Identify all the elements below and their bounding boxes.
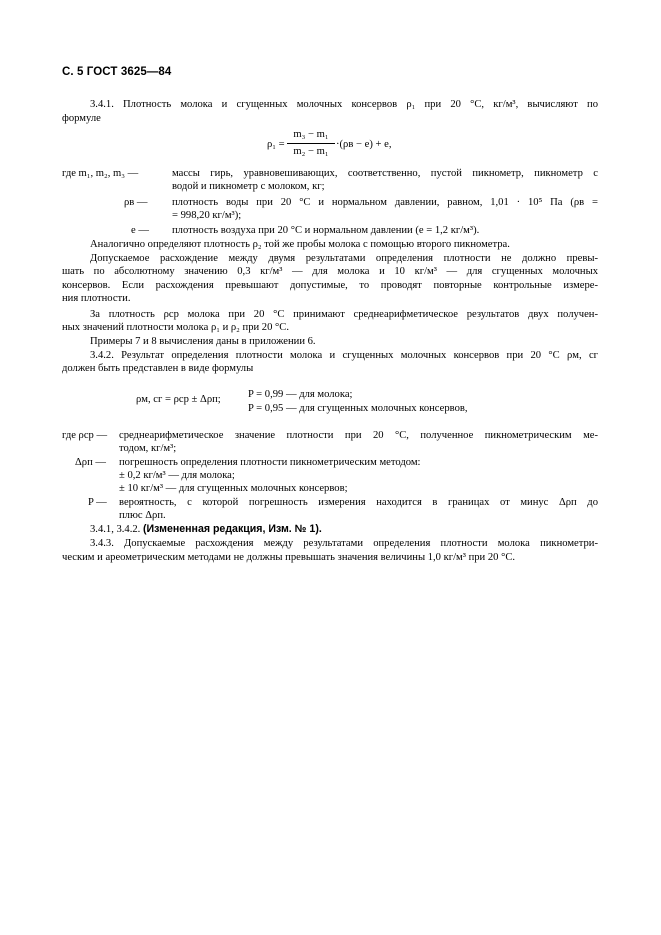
paragraph-3-4-1-line1: 3.4.1. Плотность молока и сгущенных молочных консервов ρ₁ при 20 °С, кг/м³, вычисляют по (90, 99, 598, 110)
where2-text-rho-mean: среднеарифметическое значение плотности при 20 °С, полученное пикнометрическим ме- (119, 430, 598, 441)
where2-sym-delta: Δρп — (75, 457, 107, 468)
formula-lhs: ρ₁ = (267, 139, 285, 150)
amendment-prefix: 3.4.1, 3.4.2. (90, 524, 141, 535)
where1-sym-m: где m₁, m₂, m₃ — (62, 168, 139, 179)
paragraph-mean-2: ных значений плотности молока ρ₁ и ρ₂ при 20 °С. (62, 322, 290, 333)
where1-text-rho-water-cont: = 998,20 кг/м³); (172, 210, 242, 221)
paragraph-tolerance-2: шать по абсолютному значению 0,3 кг/м³ — для молока и 10 кг/м³ — для сгущенных молочных (62, 266, 598, 277)
formula-condition-condensed: P = 0,95 — для сгущенных молочных консервов, (248, 403, 468, 414)
paragraph-tolerance-4: ния плотности. (62, 293, 131, 304)
where1-text-rho-water: плотность воды при 20 °С и нормальном давлении, равном, 1,01 · 10⁵ Па (ρв = (172, 197, 598, 208)
where2-text-delta-condensed: ± 10 кг/м³ — для сгущенных молочных консервов; (119, 483, 348, 494)
where2-text-delta-milk: ± 0,2 кг/м³ — для молока; (119, 470, 235, 481)
where2-text-p: вероятность, с которой погрешность измерения находится в границах от минус Δρп до (119, 497, 598, 508)
formula-result: ρм, сг = ρср ± Δρп; (136, 394, 221, 405)
where1-sym-rho-water: ρв — (124, 197, 148, 208)
amendment-note (90, 523, 322, 536)
paragraph-3-4-3-line2: ческим и ареометрическим методами не должны превышать значения величины 1,0 кг/м³ при 20 °С. (62, 552, 516, 563)
paragraph-mean-1: За плотность ρср молока при 20 °С принимают среднеарифметическое результатов двух получен- (90, 309, 598, 320)
paragraph-tolerance-1: Допускаемое расхождение между двумя результатами определения плотности не должно превы- (90, 253, 598, 264)
amendment-bold: (Измененная редакция, Изм. № 1). (142, 523, 322, 535)
formula-denominator: m₂ − m₁ (293, 146, 329, 157)
paragraph-examples: Примеры 7 и 8 вычисления даны в приложении 6. (90, 336, 316, 347)
where2-text-delta: погрешность определения плотности пикнометрическим методом: (119, 457, 421, 468)
formula-numerator: m₃ − m₁ (293, 129, 329, 140)
where2-sym-rho-mean: где ρср — (62, 430, 108, 441)
paragraph-3-4-1-line2: формуле (62, 113, 101, 124)
paragraph-tolerance-3: консервов. Если расхождения превышают допустимые, то проводят повторные контрольные измере- (62, 280, 598, 291)
where1-text-m-cont: водой и пикнометр с молоком, кг; (172, 181, 325, 192)
where2-text-rho-mean-cont: тодом, кг/м³; (119, 443, 177, 454)
where2-sym-p: P — (88, 497, 107, 508)
paragraph-analog: Аналогично определяют плотность ρ₂ той же пробы молока с помощью второго пикнометра. (90, 239, 510, 250)
page-header: С. 5 ГОСТ 3625—84 (62, 66, 172, 78)
paragraph-3-4-2-line1: 3.4.2. Результат определения плотности молока и сгущенных молочных консервов при 20 °С ρм, сг (90, 350, 598, 361)
paragraph-3-4-3-line1: 3.4.3. Допускаемые расхождения между результатами определения плотности молока пикнометри- (90, 538, 598, 549)
fraction-bar (287, 143, 335, 144)
where2-text-p-cont: плюс Δρп. (119, 510, 166, 521)
formula-rhs: ·(ρв − e) + e, (336, 139, 392, 150)
where1-text-m: массы гирь, уравновешивающих, соответственно, пустой пикнометр, пикнометр с (172, 168, 598, 179)
where1-text-e: плотность воздуха при 20 °С и нормальном давлении (e = 1,2 кг/м³). (172, 225, 480, 236)
formula-condition-milk: P = 0,99 — для молока; (248, 389, 353, 400)
where1-sym-e: e — (131, 225, 149, 236)
paragraph-3-4-2-line2: должен быть представлен в виде формулы (62, 363, 254, 374)
